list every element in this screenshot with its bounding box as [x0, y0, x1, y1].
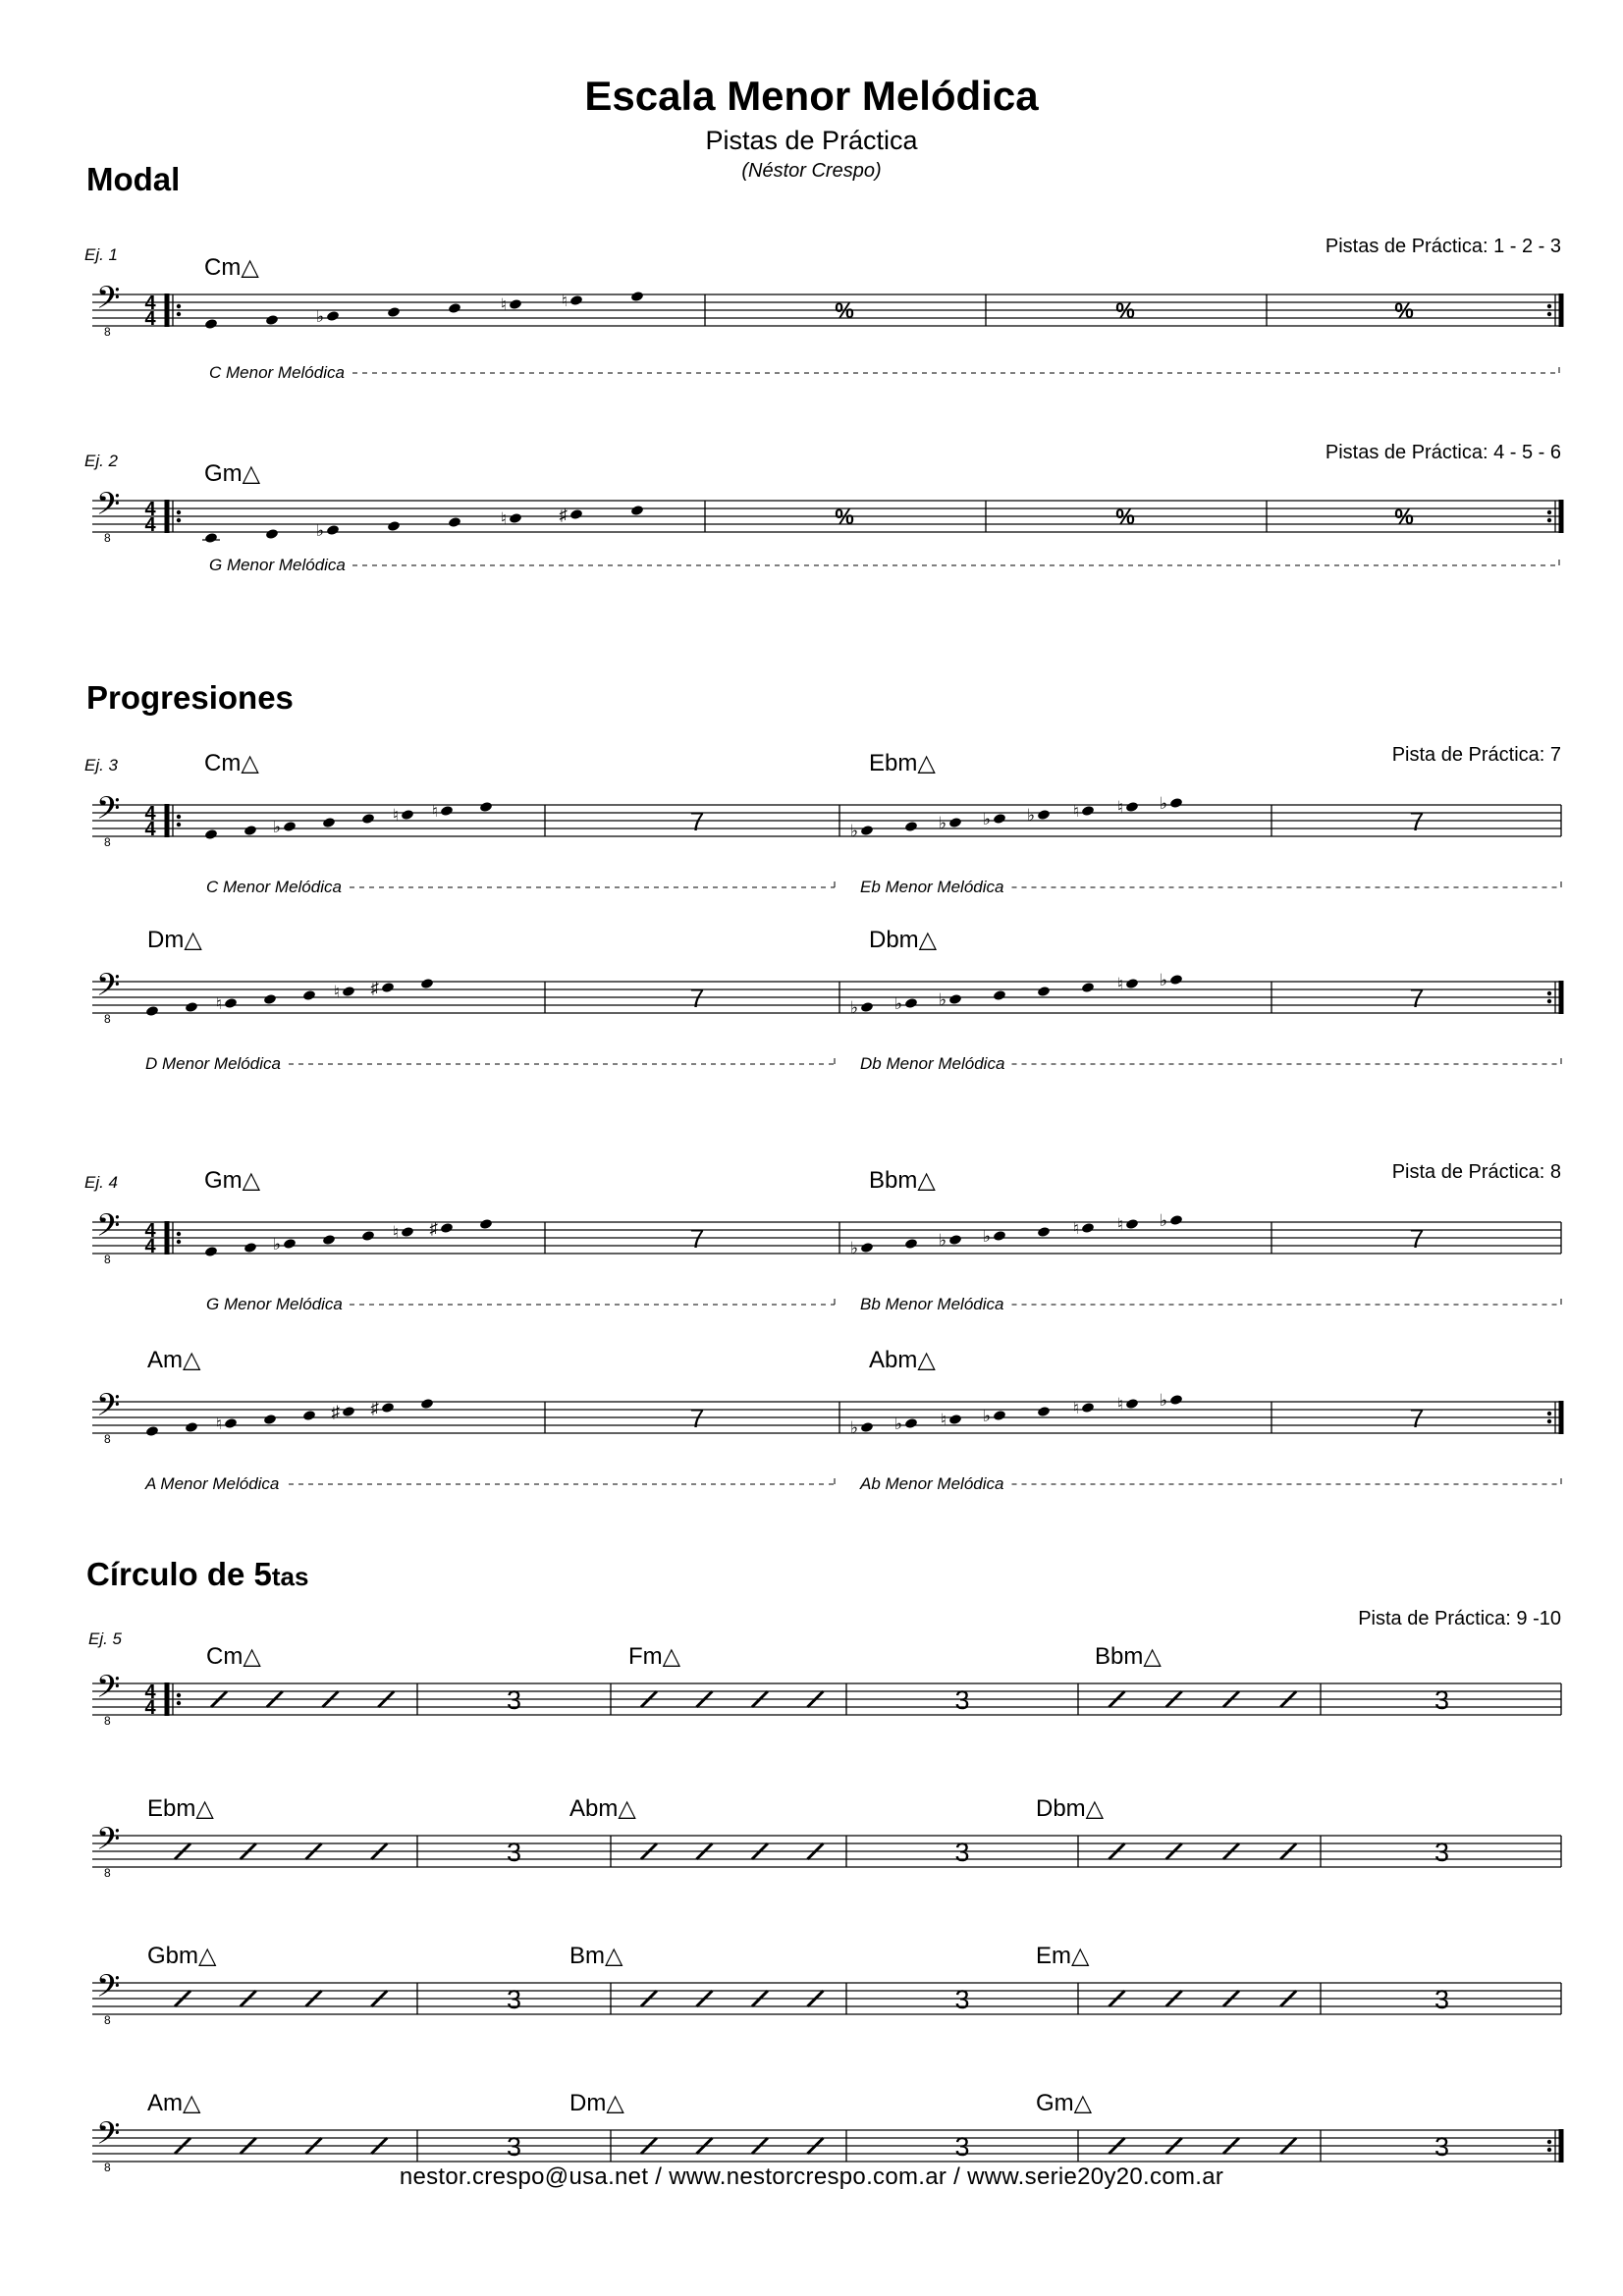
note-head	[569, 508, 583, 520]
note-head	[326, 524, 340, 536]
chord-symbol: Ebm△	[147, 1795, 214, 1822]
accidental: ♮	[431, 802, 438, 821]
note-head	[401, 1226, 414, 1238]
clef-octave: 8	[104, 325, 111, 339]
note-head	[1169, 1394, 1183, 1406]
chord-symbol: Fm△	[628, 1643, 681, 1670]
time-signature-top: 4	[144, 1220, 156, 1242]
bass-clef-icon: 𝄢	[96, 1970, 121, 2011]
accidental: ♭	[1026, 806, 1035, 825]
scale-label: Db Menor Melódica	[860, 1054, 1005, 1073]
repeat-dot	[1547, 2140, 1551, 2144]
note-head	[1037, 986, 1051, 997]
note-head	[1037, 1406, 1051, 1417]
chord-symbol: Abm△	[869, 1347, 936, 1373]
scale-label: Ab Menor Melódica	[860, 1474, 1004, 1493]
measure-repeat-icon: %	[835, 298, 854, 323]
note-head	[1081, 805, 1095, 817]
bass-clef-icon: 𝄢	[96, 1823, 121, 1864]
bass-clef-icon: 𝄢	[96, 488, 121, 529]
clef-octave: 8	[104, 1866, 111, 1880]
scale-label: Eb Menor Melódica	[860, 878, 1004, 896]
chord-symbol: Gm△	[204, 460, 261, 487]
note-head	[630, 505, 644, 516]
accidental: ♮	[561, 292, 568, 310]
accidental: ♮	[333, 983, 340, 1001]
multi-measure-rest-count: 7	[1409, 807, 1425, 836]
note-head	[204, 318, 218, 330]
chord-symbol: Dbm△	[1036, 1795, 1105, 1822]
chord-symbol: Em△	[1036, 1943, 1090, 1969]
note-head	[283, 1238, 297, 1250]
accidental: ♮	[1072, 1219, 1079, 1238]
example-label: Ej. 1	[84, 245, 119, 264]
clef-octave: 8	[104, 531, 111, 545]
accidental: ♭	[849, 998, 858, 1017]
note-head	[361, 813, 375, 825]
repeat-dot	[177, 823, 181, 827]
note-head	[860, 1242, 874, 1254]
note-head	[993, 1230, 1006, 1242]
accidental: ♭	[982, 1407, 991, 1425]
section-modal: Modal	[86, 161, 181, 197]
note-head	[381, 982, 395, 993]
chord-symbol: Dm△	[147, 927, 202, 953]
accidental: ♭	[938, 990, 947, 1009]
multi-measure-rest-count: 3	[506, 2132, 522, 2162]
accidental: ♮	[500, 509, 507, 528]
accidental: ♭	[1159, 971, 1167, 989]
note-head	[904, 821, 918, 832]
note-head	[1169, 1214, 1183, 1226]
accidental: ♮	[1072, 1399, 1079, 1417]
note-head	[1169, 974, 1183, 986]
practice-tracks-label: Pistas de Práctica: 1 - 2 - 3	[1325, 236, 1561, 257]
accidental: ♮	[1116, 1395, 1123, 1414]
note-head	[342, 986, 355, 997]
clef-octave: 8	[104, 2013, 111, 2027]
note-head	[1037, 809, 1051, 821]
note-head	[387, 520, 401, 532]
note-head	[904, 1238, 918, 1250]
note-head	[401, 809, 414, 821]
multi-measure-rest-count: 3	[506, 1685, 522, 1715]
note-head	[993, 989, 1006, 1001]
multi-measure-rest-count: 3	[1434, 1685, 1450, 1715]
multi-measure-rest-count: 3	[506, 1985, 522, 2014]
example-label: Ej. 2	[84, 452, 119, 470]
accidental: ♯	[331, 1403, 340, 1421]
note-head	[509, 512, 522, 524]
chord-symbol: Gm△	[204, 1167, 261, 1194]
repeat-dot	[1547, 510, 1551, 514]
chord-symbol: Abm△	[569, 1795, 636, 1822]
note-head	[263, 1414, 277, 1425]
practice-tracks-label: Pistas de Práctica: 4 - 5 - 6	[1325, 442, 1561, 463]
repeat-dot	[1547, 999, 1551, 1003]
scale-label: G Menor Melódica	[209, 556, 346, 574]
accidental: ♯	[429, 1219, 438, 1238]
repeat-dot	[177, 1693, 181, 1697]
note-head	[569, 294, 583, 306]
accidental: ♭	[272, 1235, 281, 1254]
bass-clef-icon: 𝄢	[96, 282, 121, 323]
note-head	[948, 1234, 962, 1246]
time-signature-top: 4	[144, 803, 156, 825]
multi-measure-rest-count: 7	[1409, 1404, 1425, 1433]
note-head	[1125, 978, 1139, 989]
time-signature-top: 4	[144, 499, 156, 520]
multi-measure-rest-count: 7	[689, 807, 705, 836]
note-head	[993, 813, 1006, 825]
scale-label: G Menor Melódica	[206, 1295, 343, 1313]
accidental: ♮	[1116, 798, 1123, 817]
note-head	[204, 1246, 218, 1257]
repeat-dot	[177, 1240, 181, 1244]
multi-measure-rest-count: 3	[1434, 1985, 1450, 2014]
accidental: ♮	[392, 806, 399, 825]
footer-links: nestor.crespo@usa.net / www.nestorcrespo.com.ar / www.serie20y20.com.ar	[399, 2163, 1224, 2190]
multi-measure-rest-count: 3	[1434, 1838, 1450, 1867]
repeat-dot	[177, 815, 181, 819]
note-head	[204, 532, 218, 544]
note-head	[302, 1410, 316, 1421]
note-head	[630, 291, 644, 302]
multi-measure-rest-count: 3	[1434, 2132, 1450, 2162]
accidental: ♭	[982, 1227, 991, 1246]
measure-repeat-icon: %	[1394, 298, 1414, 323]
note-head	[1081, 1222, 1095, 1234]
chord-symbol: Cm△	[204, 254, 259, 281]
accidental: ♭	[315, 521, 324, 540]
note-head	[361, 1230, 375, 1242]
note-head	[440, 805, 454, 817]
note-head	[302, 989, 316, 1001]
accidental: ♭	[938, 1231, 947, 1250]
time-signature-bottom: 4	[144, 308, 156, 330]
section-circulo-sup: tas	[271, 1562, 309, 1591]
time-signature-top: 4	[144, 1682, 156, 1703]
note-head	[243, 825, 257, 836]
repeat-dot	[177, 312, 181, 316]
chord-symbol: Dm△	[569, 2090, 624, 2116]
repeat-dot	[1547, 2148, 1551, 2152]
note-head	[185, 1421, 198, 1433]
note-head	[440, 1222, 454, 1234]
chord-symbol: Cm△	[204, 750, 259, 776]
accidental: ♮	[1072, 802, 1079, 821]
accidental: ♭	[1159, 1391, 1167, 1410]
clef-octave: 8	[104, 1253, 111, 1266]
note-head	[479, 801, 493, 813]
example-label: Ej. 5	[88, 1629, 123, 1648]
scale-label: D Menor Melódica	[145, 1054, 281, 1073]
accidental: ♭	[982, 810, 991, 828]
scale-label: Bb Menor Melódica	[860, 1295, 1004, 1313]
time-signature-bottom: 4	[144, 819, 156, 840]
chord-symbol: Bbm△	[1095, 1643, 1162, 1670]
chord-symbol: Gbm△	[147, 1943, 217, 1969]
note-head	[860, 825, 874, 836]
clef-octave: 8	[104, 1714, 111, 1728]
accidental: ♮	[1116, 975, 1123, 993]
note-head	[322, 817, 336, 828]
note-head	[145, 1425, 159, 1437]
note-head	[1081, 982, 1095, 993]
multi-measure-rest-count: 3	[954, 2132, 970, 2162]
note-head	[948, 1414, 962, 1425]
accidental: ♭	[1159, 794, 1167, 813]
note-head	[145, 1005, 159, 1017]
accidental: ♭	[272, 818, 281, 836]
note-head	[1125, 801, 1139, 813]
accidental: ♮	[215, 1415, 222, 1433]
accidental: ♮	[940, 1411, 947, 1429]
accidental: ♮	[215, 994, 222, 1013]
note-head	[860, 1001, 874, 1013]
bass-clef-icon: 𝄢	[96, 1209, 121, 1251]
chord-symbol: Am△	[147, 1347, 201, 1373]
note-head	[948, 993, 962, 1005]
multi-measure-rest-count: 7	[689, 984, 705, 1013]
multi-measure-rest-count: 7	[689, 1224, 705, 1254]
multi-measure-rest-count: 7	[1409, 1224, 1425, 1254]
repeat-dot	[1547, 1419, 1551, 1423]
note-head	[904, 997, 918, 1009]
note-head	[185, 1001, 198, 1013]
note-head	[381, 1402, 395, 1414]
repeat-dot	[1547, 518, 1551, 522]
multi-measure-rest-count: 7	[1409, 984, 1425, 1013]
note-head	[448, 516, 461, 528]
practice-tracks-label: Pista de Práctica: 9 -10	[1358, 1608, 1561, 1629]
clef-octave: 8	[104, 1432, 111, 1446]
chord-symbol: Bbm△	[869, 1167, 936, 1194]
accidental: ♭	[1159, 1211, 1167, 1230]
repeat-dot	[177, 1232, 181, 1236]
page-subtitle: Pistas de Práctica	[705, 126, 918, 155]
clef-octave: 8	[104, 1012, 111, 1026]
note-head	[1037, 1226, 1051, 1238]
repeat-dot	[177, 1701, 181, 1705]
chord-symbol: Bm△	[569, 1943, 623, 1969]
repeat-dot	[1547, 312, 1551, 316]
accidental: ♯	[559, 506, 568, 524]
note-head	[509, 298, 522, 310]
chord-symbol: Dbm△	[869, 927, 938, 953]
repeat-dot	[177, 510, 181, 514]
page-title: Escala Menor Melódica	[584, 73, 1039, 119]
time-signature-top: 4	[144, 293, 156, 314]
chord-symbol: Gm△	[1036, 2090, 1093, 2116]
measure-repeat-icon: %	[1394, 505, 1414, 529]
example-label: Ej. 4	[84, 1173, 119, 1192]
accidental: ♭	[849, 822, 858, 840]
author: (Néstor Crespo)	[741, 160, 882, 182]
multi-measure-rest-count: 7	[689, 1404, 705, 1433]
accidental: ♭	[893, 1415, 902, 1433]
repeat-dot	[177, 518, 181, 522]
note-head	[342, 1406, 355, 1417]
multi-measure-rest-count: 3	[954, 1685, 970, 1715]
multi-measure-rest-count: 3	[506, 1838, 522, 1867]
accidental: ♯	[370, 1399, 379, 1417]
repeat-dot	[177, 304, 181, 308]
accidental: ♭	[938, 814, 947, 832]
accidental: ♭	[315, 307, 324, 326]
note-head	[224, 1417, 238, 1429]
practice-tracks-label: Pista de Práctica: 7	[1391, 744, 1561, 766]
bass-clef-icon: 𝄢	[96, 2117, 121, 2159]
chord-symbol: Am△	[147, 2090, 201, 2116]
time-signature-bottom: 4	[144, 514, 156, 536]
scale-label: C Menor Melódica	[206, 878, 342, 896]
note-head	[1169, 797, 1183, 809]
scale-label: A Menor Melódica	[145, 1474, 280, 1493]
note-head	[420, 1398, 434, 1410]
section-progresiones: Progresiones	[86, 679, 294, 716]
measure-repeat-icon: %	[835, 505, 854, 529]
multi-measure-rest-count: 3	[954, 1838, 970, 1867]
note-head	[860, 1421, 874, 1433]
time-signature-bottom: 4	[144, 1697, 156, 1719]
example-label: Ej. 3	[84, 756, 119, 774]
repeat-dot	[1547, 991, 1551, 995]
accidental: ♮	[392, 1223, 399, 1242]
practice-tracks-label: Pista de Práctica: 8	[1391, 1161, 1561, 1183]
measure-repeat-icon: %	[1115, 298, 1135, 323]
time-signature-bottom: 4	[144, 1236, 156, 1257]
accidental: ♭	[849, 1418, 858, 1437]
note-head	[243, 1242, 257, 1254]
clef-octave: 8	[104, 2161, 111, 2174]
note-head	[1125, 1218, 1139, 1230]
bass-clef-icon: 𝄢	[96, 1671, 121, 1712]
accidental: ♮	[1116, 1215, 1123, 1234]
clef-octave: 8	[104, 835, 111, 849]
note-head	[387, 306, 401, 318]
accidental: ♯	[370, 979, 379, 997]
accidental: ♭	[893, 994, 902, 1013]
accidental: ♮	[500, 295, 507, 314]
chord-symbol: Ebm△	[869, 750, 936, 776]
note-head	[904, 1417, 918, 1429]
note-head	[993, 1410, 1006, 1421]
bass-clef-icon: 𝄢	[96, 792, 121, 833]
measure-repeat-icon: %	[1115, 505, 1135, 529]
repeat-dot	[1547, 304, 1551, 308]
note-head	[948, 817, 962, 828]
note-head	[265, 528, 279, 540]
chord-symbol: Cm△	[206, 1643, 261, 1670]
bass-clef-icon: 𝄢	[96, 969, 121, 1010]
bass-clef-icon: 𝄢	[96, 1389, 121, 1430]
note-head	[420, 978, 434, 989]
note-head	[263, 993, 277, 1005]
accidental: ♭	[849, 1239, 858, 1257]
repeat-dot	[1547, 1412, 1551, 1415]
scale-label: C Menor Melódica	[209, 363, 345, 382]
note-head	[326, 310, 340, 322]
note-head	[448, 302, 461, 314]
note-head	[322, 1234, 336, 1246]
note-head	[283, 821, 297, 832]
note-head	[265, 314, 279, 326]
multi-measure-rest-count: 3	[954, 1985, 970, 2014]
note-head	[224, 997, 238, 1009]
note-head	[1125, 1398, 1139, 1410]
section-circulo-main: Círculo de 5	[86, 1556, 272, 1592]
note-head	[479, 1218, 493, 1230]
note-head	[204, 828, 218, 840]
note-head	[1081, 1402, 1095, 1414]
